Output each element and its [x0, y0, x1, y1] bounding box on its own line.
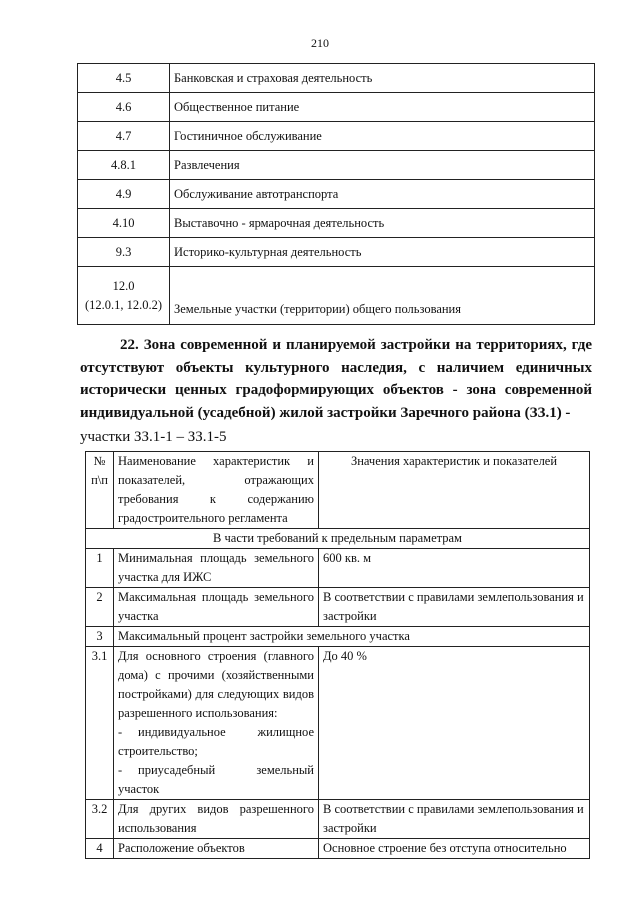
- use-name: Земельные участки (территории) общего пользования: [170, 267, 595, 325]
- subheader: В части требований к предельным параметрам: [86, 529, 590, 549]
- row-name: Максимальный процент застройки земельного участка: [114, 627, 590, 647]
- row-num: 4: [86, 839, 114, 859]
- table-row: [86, 800, 590, 839]
- table-header-row: [86, 452, 590, 529]
- section-heading: [80, 334, 592, 424]
- table-row: [78, 151, 595, 180]
- use-code-sub: (12.0.1, 12.0.2): [84, 297, 163, 312]
- use-code: 12.0: [112, 278, 135, 293]
- list-item-text: приусадебный земельный участок: [118, 763, 314, 796]
- table-row: [78, 209, 595, 238]
- list-item: [118, 761, 314, 799]
- use-name: Банковская и страховая деятельность: [170, 64, 595, 93]
- row-num: 3: [86, 627, 114, 647]
- use-code: 4.9: [78, 180, 170, 209]
- row-value: 600 кв. м: [319, 549, 590, 588]
- use-name: Историко-культурная деятельность: [170, 238, 595, 267]
- table-row: [78, 93, 595, 122]
- row-value: В соответствии с правилами землепользования и застройки: [319, 588, 590, 627]
- table-row: [86, 647, 590, 800]
- use-code: 4.7: [78, 122, 170, 151]
- section-heading-text: 22. Зона современной и планируемой застройки на территориях, где отсутствуют объекты культурного наследия, с наличием единичных исторически ценных градоформирующих объектов - зона современной индивидуальной (усадебной) жилой застройки Заречного района (ЗЗ.1) -: [80, 337, 592, 421]
- use-code: 4.5: [78, 64, 170, 93]
- use-code: 4.6: [78, 93, 170, 122]
- row-num: 1: [86, 549, 114, 588]
- table-row: [78, 122, 595, 151]
- use-name: Выставочно - ярмарочная деятельность: [170, 209, 595, 238]
- table-row: [78, 64, 595, 93]
- use-name: Развлечения: [170, 151, 595, 180]
- row-name-cell: [114, 647, 319, 800]
- table-row: [78, 238, 595, 267]
- table-row: [86, 839, 590, 859]
- list-item-text: индивидуальное жилищное строительство;: [118, 725, 314, 758]
- regulations-table: [85, 451, 590, 859]
- table-subheader-row: [86, 529, 590, 549]
- row-name: Максимальная площадь земельного участка: [114, 588, 319, 627]
- table-row: [86, 627, 590, 647]
- use-code: 9.3: [78, 238, 170, 267]
- dash-marker: -: [118, 725, 123, 739]
- row-name: Для основного строения (главного дома) с прочими (хозяйственными постройками) для следующих видов разрешенного использования:: [118, 649, 314, 720]
- use-code: 4.8.1: [78, 151, 170, 180]
- section-heading-tail: участки ЗЗ.1-1 – ЗЗ.1-5: [80, 429, 227, 445]
- permitted-uses-table: [77, 63, 595, 325]
- row-num: 3.1: [86, 647, 114, 800]
- row-num: 2: [86, 588, 114, 627]
- use-name: Гостиничное обслуживание: [170, 122, 595, 151]
- table-row: [78, 180, 595, 209]
- table-row: [86, 588, 590, 627]
- use-code-cell: [78, 267, 170, 325]
- use-code: 4.10: [78, 209, 170, 238]
- table-row: [78, 267, 595, 325]
- dash-marker: -: [118, 763, 123, 777]
- table-row: [86, 549, 590, 588]
- col-header-value: Значения характеристик и показателей: [319, 452, 590, 529]
- list-item: [118, 723, 314, 761]
- use-name: Общественное питание: [170, 93, 595, 122]
- row-name: Минимальная площадь земельного участка для ИЖС: [114, 549, 319, 588]
- col-header-name: Наименование характеристик и показателей, отражающих требования к содержанию градостроительного регламента: [114, 452, 319, 529]
- page-number: 210: [311, 36, 329, 50]
- row-value: Основное строение без отступа относительно: [319, 839, 590, 859]
- use-name: Обслуживание автотранспорта: [170, 180, 595, 209]
- row-num: 3.2: [86, 800, 114, 839]
- col-header-num: № п\п: [86, 452, 114, 529]
- row-value: До 40 %: [319, 647, 590, 800]
- row-value: В соответствии с правилами землепользования и застройки: [319, 800, 590, 839]
- row-name: Расположение объектов: [114, 839, 319, 859]
- row-name: Для других видов разрешенного использования: [114, 800, 319, 839]
